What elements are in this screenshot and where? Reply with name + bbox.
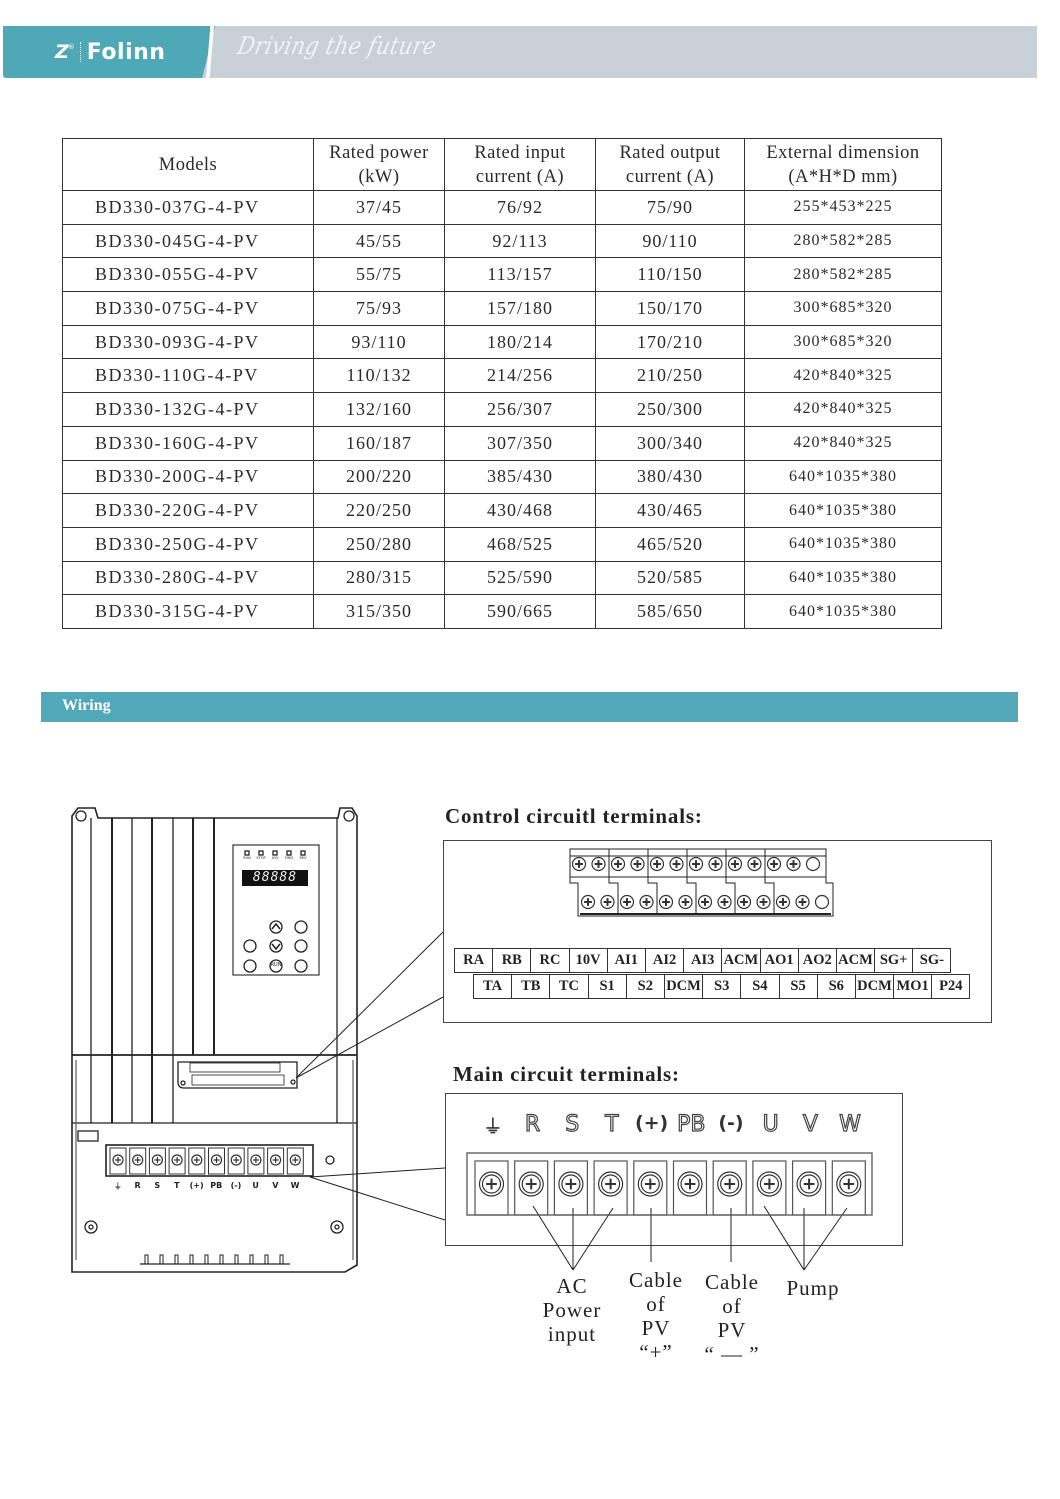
control-terminal-label: P24 [931, 974, 970, 999]
cell-dimension: 640*1035*380 [745, 494, 942, 528]
control-terminal-label: ACM [721, 948, 760, 973]
control-terminal-label: AO1 [760, 948, 799, 973]
cell-model: BD330-075G-4-PV [63, 292, 314, 326]
cell-model: BD330-110G-4-PV [63, 359, 314, 393]
cell-model: BD330-220G-4-PV [63, 494, 314, 528]
cell-dimension: 640*1035*380 [745, 595, 942, 629]
cell-rated-output: 465/520 [596, 527, 745, 561]
cell-rated-input: 113/157 [445, 258, 596, 292]
main-terminal-label: U [762, 1112, 779, 1137]
cell-rated-output: 380/430 [596, 460, 745, 494]
brand-tagline: Driving the future [235, 32, 439, 60]
cell-model: BD330-093G-4-PV [63, 325, 314, 359]
cell-rated-power: 45/55 [314, 224, 445, 258]
cell-model: BD330-132G-4-PV [63, 393, 314, 427]
main-terminal-label: V [802, 1112, 818, 1137]
cell-rated-input: 92/113 [445, 224, 596, 258]
cell-dimension: 300*685*320 [745, 292, 942, 326]
cell-rated-input: 307/350 [445, 426, 596, 460]
cell-rated-output: 170/210 [596, 325, 745, 359]
cell-rated-power: 132/160 [314, 393, 445, 427]
control-terminal-label: AI2 [645, 948, 684, 973]
cell-model: BD330-045G-4-PV [63, 224, 314, 258]
header-models: Models [63, 139, 314, 191]
device-ground-icon: ⏚ [113, 1182, 122, 1191]
cell-dimension: 280*582*285 [745, 258, 942, 292]
control-terminal-label: RB [492, 948, 531, 973]
cell-rated-power: 160/187 [314, 426, 445, 460]
device-terminal-label: R [134, 1181, 141, 1190]
label-ac-power-input: AC Power input [542, 1274, 602, 1346]
cell-rated-power: 110/132 [314, 359, 445, 393]
cell-rated-power: 250/280 [314, 527, 445, 561]
header-rated-output: Rated output current (A) [596, 139, 745, 191]
cell-rated-output: 250/300 [596, 393, 745, 427]
keypad-indicator-label: RUN [243, 856, 251, 860]
cell-rated-power: 55/75 [314, 258, 445, 292]
cell-rated-output: 210/250 [596, 359, 745, 393]
cell-dimension: 280*582*285 [745, 224, 942, 258]
control-terminal-label: RC [530, 948, 569, 973]
cell-rated-output: 430/465 [596, 494, 745, 528]
label-cable-pv-minus: Cable of PV “ — ” [704, 1270, 760, 1366]
keypad-indicator-label: FWD [284, 856, 294, 860]
device-terminal-label: (-) [230, 1181, 242, 1190]
cell-rated-input: 214/256 [445, 359, 596, 393]
device-terminal-label: T [174, 1181, 180, 1190]
keypad-indicator-label: REV [299, 856, 307, 860]
ground-icon: ⏚ [483, 1116, 503, 1138]
cell-dimension: 420*840*325 [745, 359, 942, 393]
cell-model: BD330-250G-4-PV [63, 527, 314, 561]
main-terminals-title: Main circuit terminals: [453, 1062, 680, 1086]
main-terminal-label: W [839, 1112, 861, 1137]
cell-model: BD330-200G-4-PV [63, 460, 314, 494]
cell-model: BD330-315G-4-PV [63, 595, 314, 629]
cell-rated-output: 520/585 [596, 561, 745, 595]
cell-rated-output: 90/110 [596, 224, 745, 258]
control-terminal-label: S3 [702, 974, 741, 999]
wiring-section-title: Wiring [62, 697, 111, 714]
cell-dimension: 420*840*325 [745, 426, 942, 460]
control-terminal-label: S6 [817, 974, 856, 999]
label-cable-pv-plus: Cable of PV “+” [629, 1268, 683, 1364]
cell-model: BD330-280G-4-PV [63, 561, 314, 595]
cell-rated-output: 75/90 [596, 191, 745, 225]
control-terminal-label: TB [511, 974, 550, 999]
control-terminal-label: AO2 [798, 948, 837, 973]
keypad-indicator-label: STOP [256, 856, 266, 860]
cell-rated-power: 37/45 [314, 191, 445, 225]
device-terminal-label: S [154, 1181, 161, 1190]
cell-rated-input: 256/307 [445, 393, 596, 427]
header-dimension: External dimension (A*H*D mm) [745, 139, 942, 191]
main-terminal-label: R [524, 1112, 541, 1137]
cell-rated-output: 585/650 [596, 595, 745, 629]
keypad-indicator-label: JOG [271, 856, 279, 860]
control-terminal-label: S2 [626, 974, 665, 999]
control-terminal-label: MO1 [893, 974, 932, 999]
cell-dimension: 255*453*225 [745, 191, 942, 225]
cell-rated-power: 93/110 [314, 325, 445, 359]
cell-rated-input: 590/665 [445, 595, 596, 629]
cell-dimension: 420*840*325 [745, 393, 942, 427]
device-terminal-label: (+) [189, 1181, 204, 1190]
cell-rated-input: 180/214 [445, 325, 596, 359]
device-terminal-label: U [252, 1181, 259, 1190]
control-terminal-label: DCM [664, 974, 703, 999]
label-pump: Pump [786, 1276, 840, 1300]
control-terminal-label: ACM [836, 948, 875, 973]
brand-name: Folinn [86, 39, 166, 65]
cell-dimension: 300*685*320 [745, 325, 942, 359]
cell-dimension: 640*1035*380 [745, 561, 942, 595]
cell-model: BD330-160G-4-PV [63, 426, 314, 460]
control-terminal-label: AI3 [683, 948, 722, 973]
header-rated-input: Rated input current (A) [445, 139, 596, 191]
screw-icon [816, 896, 829, 909]
main-terminal-label: PB [677, 1112, 706, 1137]
cell-rated-input: 430/468 [445, 494, 596, 528]
cell-rated-power: 315/350 [314, 595, 445, 629]
cell-rated-power: 75/93 [314, 292, 445, 326]
screw-icon [807, 858, 820, 871]
cell-rated-input: 157/180 [445, 292, 596, 326]
keypad-display-digits: 88888 [252, 870, 298, 885]
control-terminal-label: TA [473, 974, 512, 999]
registered-mark: ® [67, 43, 75, 51]
device-terminal-label: PB [210, 1181, 223, 1190]
inverter-device-drawing [72, 808, 357, 1272]
control-terminal-label: 10V [569, 948, 608, 973]
main-terminal-label: S [565, 1112, 580, 1137]
control-terminal-label: SG+ [874, 948, 913, 973]
control-terminal-label: SG- [912, 948, 951, 973]
main-terminal-label: T [605, 1112, 619, 1137]
control-terminal-label: DCM [855, 974, 894, 999]
main-terminal-label: (-) [718, 1112, 744, 1134]
cell-model: BD330-037G-4-PV [63, 191, 314, 225]
main-terminal-label: (+) [634, 1112, 669, 1134]
cell-model: BD330-055G-4-PV [63, 258, 314, 292]
cell-rated-input: 468/525 [445, 527, 596, 561]
cell-rated-input: 385/430 [445, 460, 596, 494]
keypad-indicators [240, 856, 310, 860]
control-terminal-label: AI1 [607, 948, 646, 973]
device-terminal-label: V [272, 1181, 279, 1190]
control-terminal-label: RA [454, 948, 493, 973]
cell-dimension: 640*1035*380 [745, 527, 942, 561]
cell-rated-power: 200/220 [314, 460, 445, 494]
brand-mark-icon: Z [55, 41, 67, 63]
cell-rated-output: 150/170 [596, 292, 745, 326]
control-terminals-title: Control circuitl terminals: [445, 804, 703, 828]
leader-lines [296, 932, 847, 1270]
device-terminal-labels [108, 1181, 305, 1192]
cell-rated-power: 280/315 [314, 561, 445, 595]
cell-rated-output: 300/340 [596, 426, 745, 460]
control-terminal-label: S4 [740, 974, 779, 999]
keypad-run-key: RUN [270, 962, 282, 968]
control-terminal-label: S1 [588, 974, 627, 999]
header-rated-power: Rated power (kW) [314, 139, 445, 191]
device-terminal-label: W [290, 1181, 300, 1190]
control-terminal-label: TC [549, 974, 588, 999]
cell-dimension: 640*1035*380 [745, 460, 942, 494]
control-terminal-label: S5 [779, 974, 818, 999]
cell-rated-input: 525/590 [445, 561, 596, 595]
cell-rated-power: 220/250 [314, 494, 445, 528]
cell-rated-output: 110/150 [596, 258, 745, 292]
cell-rated-input: 76/92 [445, 191, 596, 225]
